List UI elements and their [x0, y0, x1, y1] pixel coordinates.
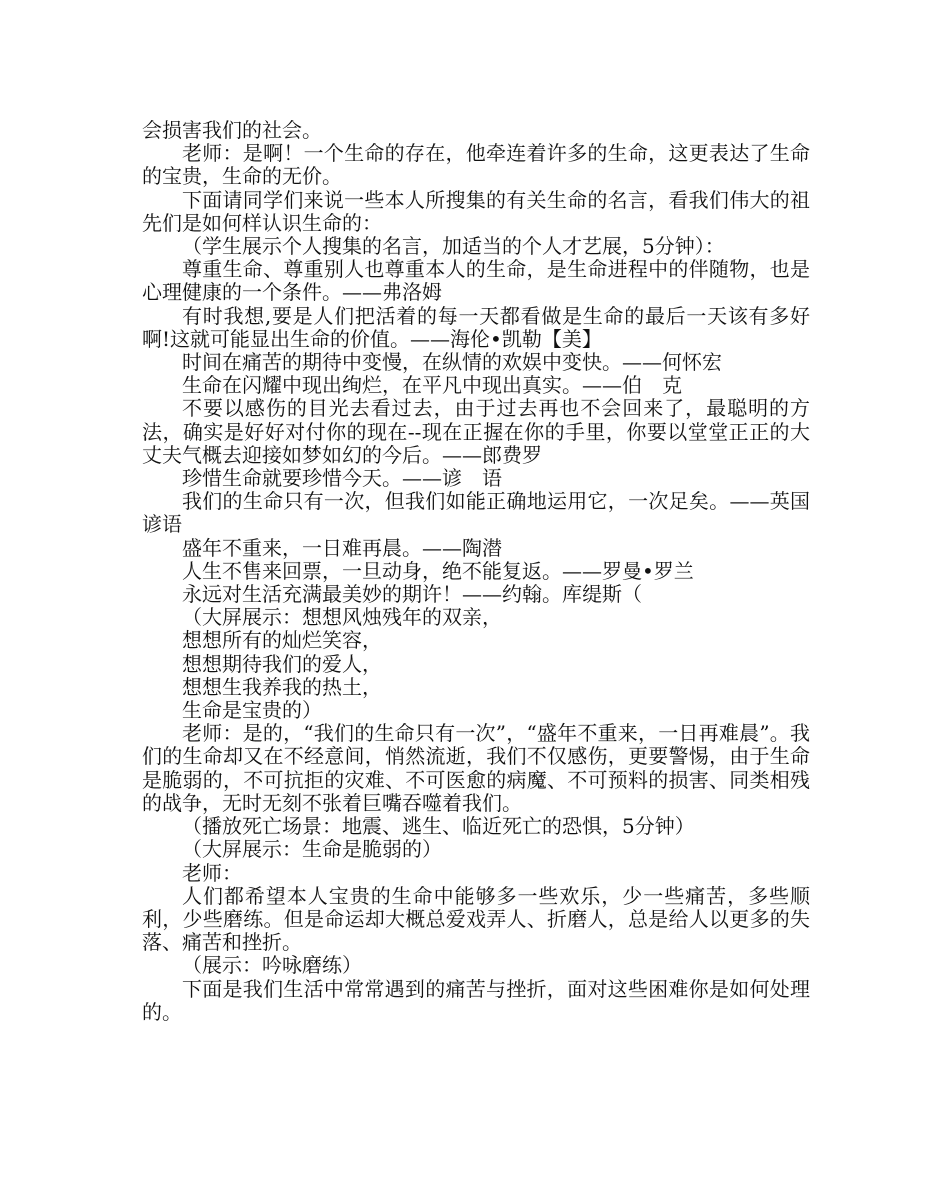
paragraph: 下面请同学们来说一些本人所搜集的有关生命的名言，看我们伟大的祖先们是如何样认识生命的：: [142, 187, 810, 235]
paragraph: （大屏展示：想想风烛残年的双亲，: [182, 605, 502, 630]
paragraph: 生命是宝贵的）: [182, 698, 322, 723]
paragraph: （学生展示个人搜集的名言，加适当的个人才艺展，5分钟）：: [182, 234, 725, 259]
paragraph: 人生不售来回票，一旦动身，绝不能复返。——罗曼•罗兰: [182, 558, 694, 583]
paragraph: （播放死亡场景：地震、逃生、临近死亡的恐惧，5分钟）: [182, 814, 695, 839]
paragraph: 生命在闪耀中现出绚烂，在平凡中现出真实。——伯 克: [182, 373, 682, 398]
paragraph: 下面是我们生活中常常遇到的痛苦与挫折，面对这些困难你是如何处理的。: [142, 976, 810, 1024]
paragraph: 想想所有的灿烂笑容，: [182, 628, 382, 653]
paragraph: 老师：是啊！一个生命的存在，他牵连着许多的生命，这更表达了生命的宝贵，生命的无价。: [142, 141, 810, 189]
document-body: [142, 119, 810, 1024]
paragraph: 时间在痛苦的期待中变慢，在纵情的欢娱中变快。——何怀宏: [182, 350, 722, 375]
paragraph: 老师：: [182, 860, 242, 885]
paragraph: 不要以感伤的目光去看过去，由于过去再也不会回来了，最聪明的方法，确实是好好对付你的现在--现在正握在你的手里，你要以堂堂正正的大丈夫气概去迎接如梦如幻的今后。——郎费罗: [142, 396, 810, 467]
paragraph: 尊重生命、尊重别人也尊重本人的生命，是生命进程中的伴随物，也是心理健康的一个条件。——弗洛姆: [142, 257, 810, 305]
paragraph: 我们的生命只有一次，但我们如能正确地运用它，一次足矣。——英国谚语: [142, 489, 810, 537]
paragraph: 会损害我们的社会。: [142, 118, 322, 142]
paragraph: （大屏展示：生命是脆弱的）: [182, 837, 442, 862]
paragraph: 想想生我养我的热土，: [182, 674, 382, 699]
paragraph: （展示：吟咏磨练）: [182, 953, 362, 978]
paragraph: 盛年不重来，一日难再晨。——陶潜: [182, 535, 502, 560]
paragraph: 人们都希望本人宝贵的生命中能够多一些欢乐，少一些痛苦，多些顺利，少些磨练。但是命运却大概总爱戏弄人、折磨人，总是给人以更多的失落、痛苦和挫折。: [142, 883, 810, 955]
paragraph: 珍惜生命就要珍惜今天。——谚 语: [182, 466, 502, 491]
paragraph: 有时我想,要是人们把活着的每一天都看做是生命的最后一天该有多好啊!这就可能显出生命的价值。——海伦•凯勒【美】: [142, 303, 810, 351]
paragraph: 老师：是的，“我们的生命只有一次”，“盛年不重来，一日再难晨”。我们的生命却又在不经意间，悄然流逝，我们不仅感伤，更要警惕，由于生命是脆弱的，不可抗拒的灾难、不可医愈的病魔、不可预料的损害、同类相残的战争，无时无刻不张着巨嘴吞噬着我们。: [142, 721, 810, 815]
paragraph: 永远对生活充满最美妙的期许！——约翰。库缇斯（: [182, 582, 642, 607]
paragraph: 想想期待我们的爱人，: [182, 651, 382, 676]
